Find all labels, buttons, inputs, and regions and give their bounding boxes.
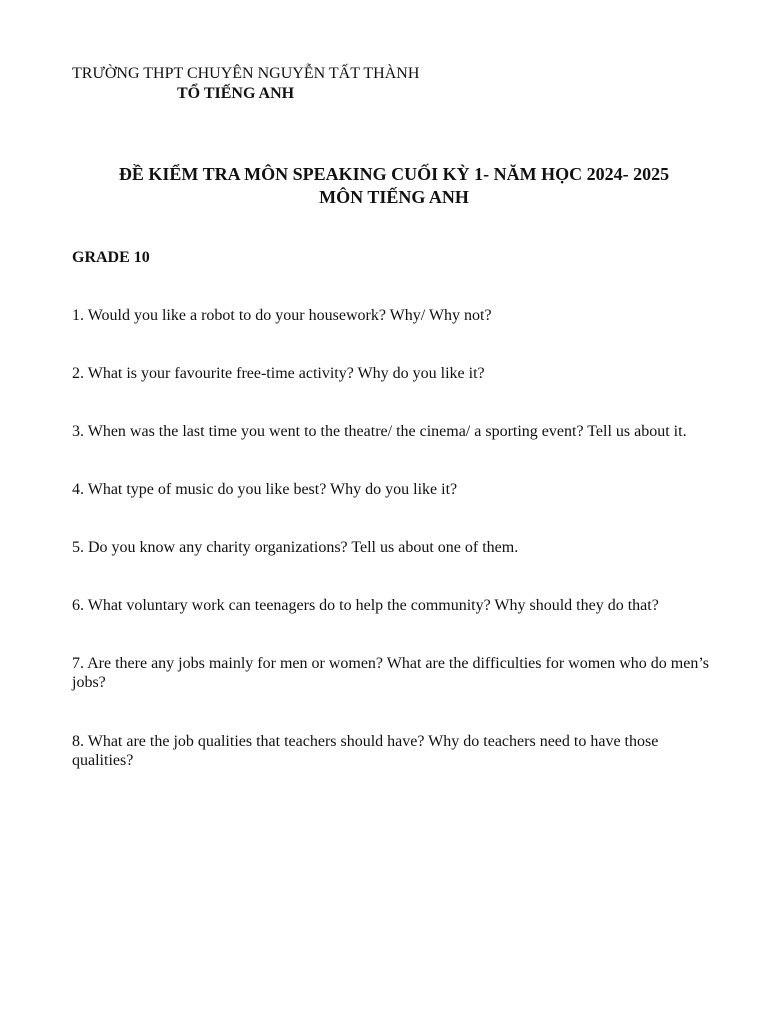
question-6: 6. What voluntary work can teenagers do to help the community? Why should they do that? bbox=[72, 597, 659, 614]
school-name: TRƯỜNG THPT CHUYÊN NGUYỄN TẤT THÀNH bbox=[72, 65, 420, 82]
grade-heading: GRADE 10 bbox=[72, 249, 150, 266]
question-7: 7. Are there any jobs mainly for men or women? What are the difficulties for women who do men’s jobs? bbox=[72, 655, 710, 691]
question-1: 1. Would you like a robot to do your housework? Why/ Why not? bbox=[72, 307, 492, 324]
question-4: 4. What type of music do you like best? Why do you like it? bbox=[72, 481, 458, 498]
exam-title-line-2: MÔN TIẾNG ANH bbox=[319, 187, 469, 207]
exam-title bbox=[0, 163, 768, 209]
question-8: 8. What are the job qualities that teachers should have? Why do teachers need to have those qualities? bbox=[72, 733, 659, 769]
exam-title-line-1: ĐỀ KIỂM TRA MÔN SPEAKING CUỐI KỲ 1- NĂM HỌC 2024- 2025 bbox=[118, 164, 670, 184]
department-name: TỔ TIẾNG ANH bbox=[177, 85, 295, 102]
question-2: 2. What is your favourite free-time activity? Why do you like it? bbox=[72, 365, 485, 382]
question-5: 5. Do you know any charity organizations? Tell us about one of them. bbox=[72, 539, 519, 556]
question-3: 3. When was the last time you went to the theatre/ the cinema/ a sporting event? Tell us about it. bbox=[72, 423, 687, 440]
